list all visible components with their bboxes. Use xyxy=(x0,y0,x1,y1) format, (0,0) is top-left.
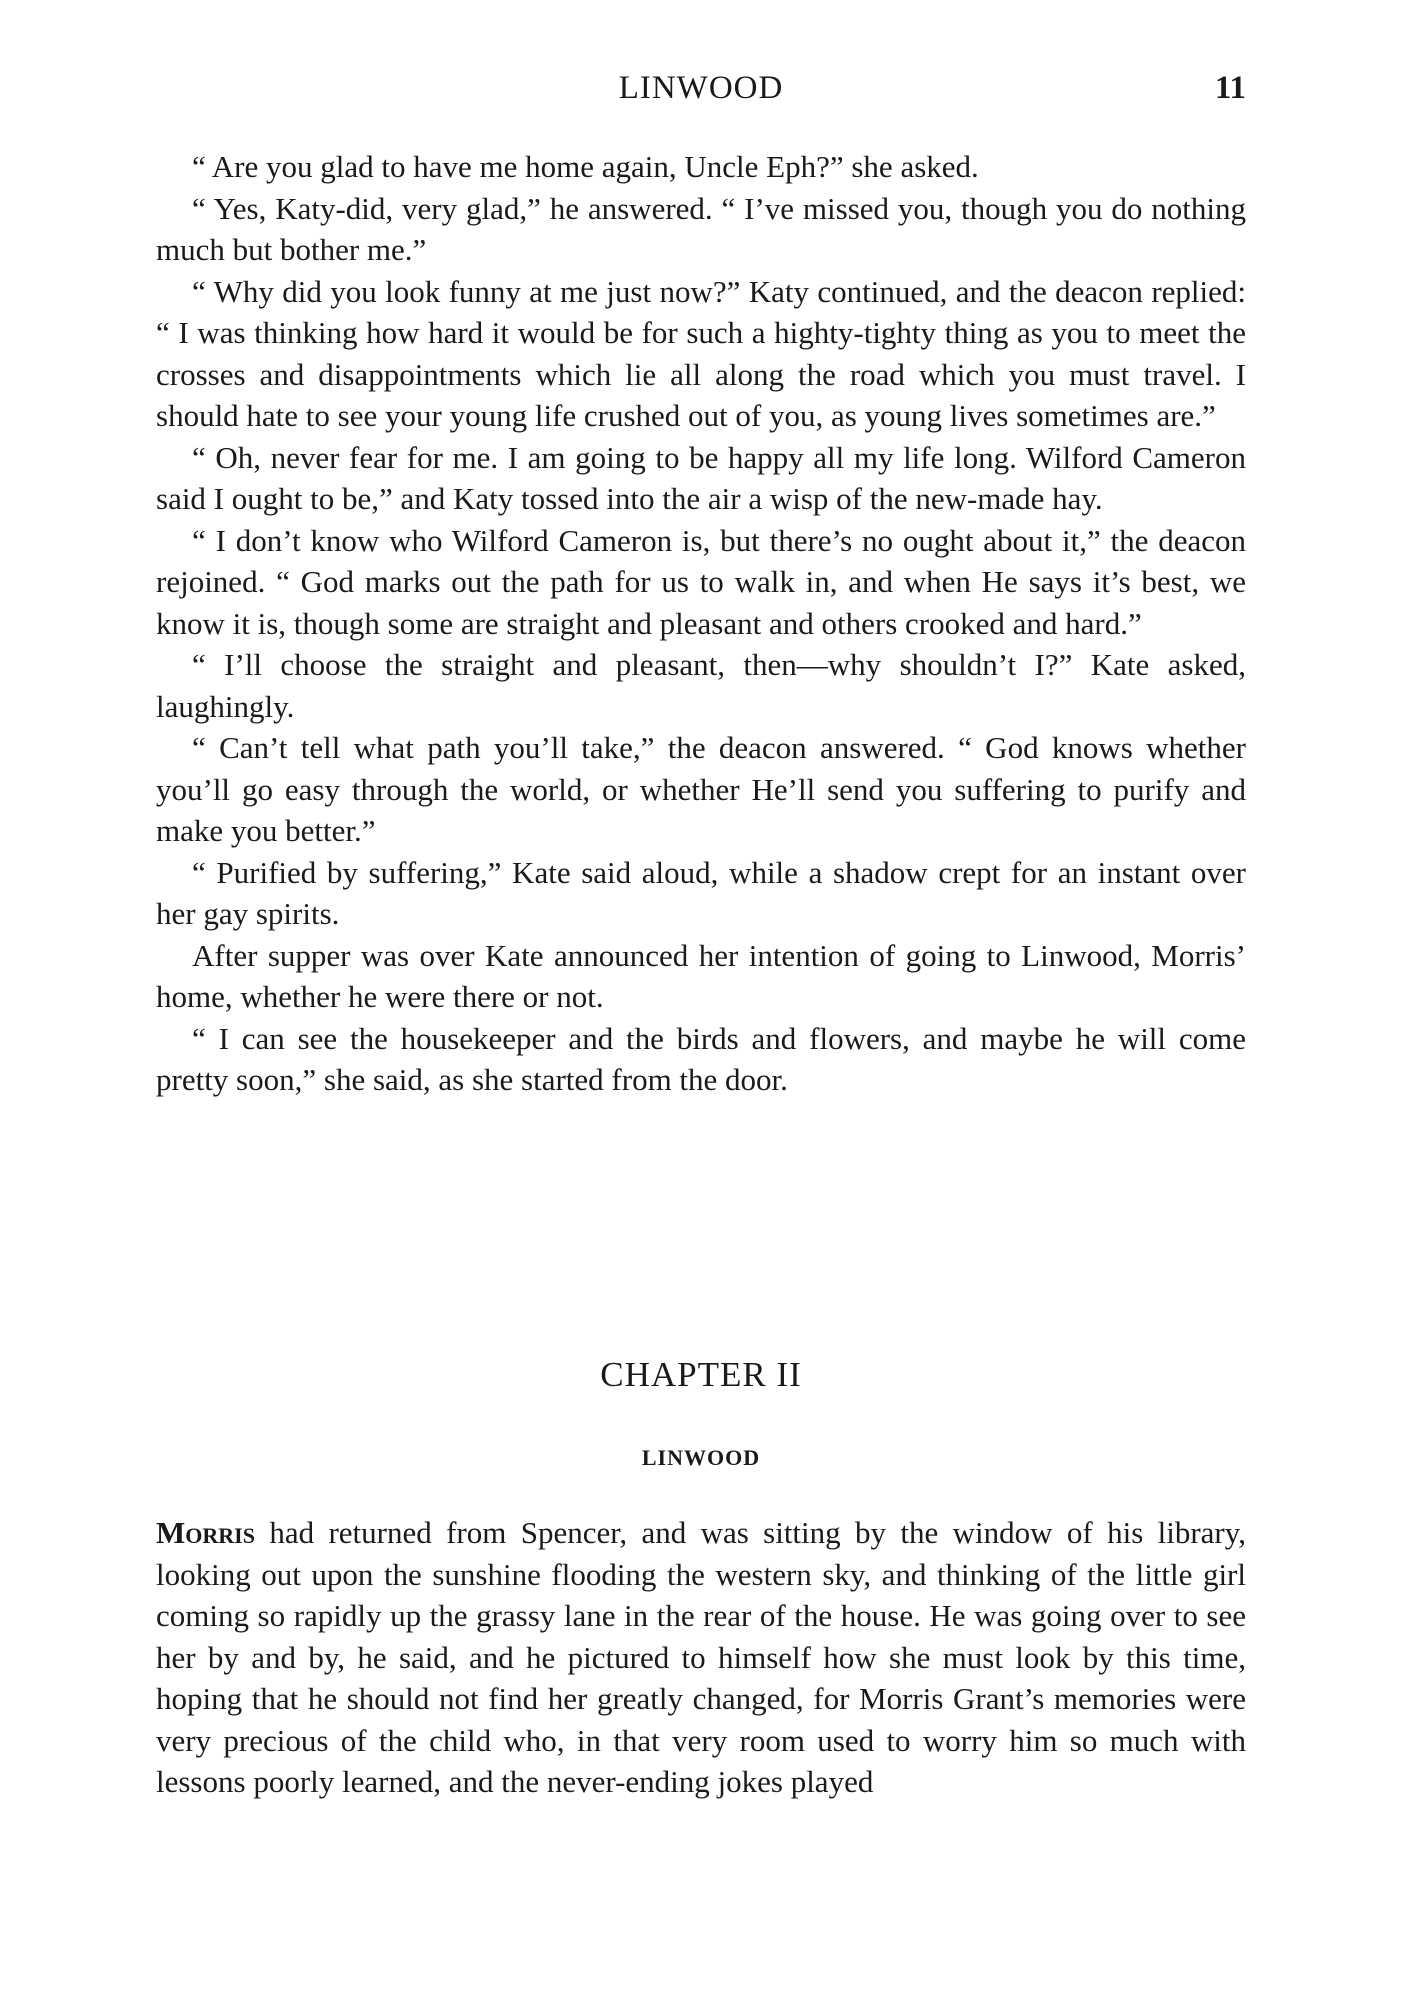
lead-word: Morris xyxy=(156,1515,255,1550)
chapter-two-opening xyxy=(156,1512,1246,1803)
paragraph: “ Why did you look funny at me just now?” Katy continued, and the deacon replied: “ I was thinking how hard it would be for such a highty-tighty thing as you to meet the crosses and disappointments which lie all along the road which you must travel. I should hate to see your young life crushed out of you, as young lives sometimes are.” xyxy=(156,273,1246,433)
chapter-one-ending xyxy=(156,146,1246,1101)
paragraph: “ Purified by suffering,” Kate said aloud, while a shadow crept for an instant over her gay spirits. xyxy=(156,854,1246,931)
paragraph: “ Are you glad to have me home again, Uncle Eph?” she asked. xyxy=(192,149,979,184)
paragraph: “ I’ll choose the straight and pleasant, then—why shouldn’t I?” Kate asked, laughingly. xyxy=(156,647,1246,724)
paragraph: “ I don’t know who Wilford Cameron is, but there’s no ought about it,” the deacon rejoined. “ God marks out the path for us to walk in, and when He says it’s best, we know it is, though some are straight and pleasant and others crooked and hard.” xyxy=(156,522,1246,641)
paragraph: After supper was over Kate announced her intention of going to Linwood, Morris’ home, whether he were there or not. xyxy=(156,937,1246,1014)
paragraph: “ Can’t tell what path you’ll take,” the deacon answered. “ God knows whether you’ll go easy through the world, or whether He’ll send you suffering to purify and make you better.” xyxy=(156,730,1246,848)
paragraph: “ Oh, never fear for me. I am going to be happy all my life long. Wilford Cameron said I ought to be,” and Katy tossed into the air a wisp of the new-made hay. xyxy=(156,439,1246,516)
paragraph: “ Yes, Katy-did, very glad,” he answered. “ I’ve missed you, though you do nothing much but bother me.” xyxy=(156,190,1246,267)
running-title: LINWOOD xyxy=(618,70,784,106)
paragraph: “ I can see the housekeeper and the birds and flowers, and maybe he will come pretty soon,” she said, as she started from the door. xyxy=(156,1020,1246,1097)
page-number: 11 xyxy=(1214,70,1246,106)
chapter-heading: CHAPTER II xyxy=(600,1355,802,1394)
chapter-title: LINWOOD xyxy=(641,1445,761,1470)
opening-paragraph xyxy=(156,1512,1246,1803)
running-head xyxy=(156,70,1246,120)
opening-text: had returned from Spencer, and was sitting by the window of his library, looking out upon the sunshine flooding the western sky, and thinking of the little girl coming so rapidly up the grassy lane in the rear of the house. He was going over to see her by and by, he said, and he pictured to himself how she must look by this time, hoping that he should not find her greatly changed, for Morris Grant’s memories were very precious of the child who, in that very room used to worry him so much with lessons poorly learned, and the never-ending jokes played xyxy=(156,1515,1246,1799)
